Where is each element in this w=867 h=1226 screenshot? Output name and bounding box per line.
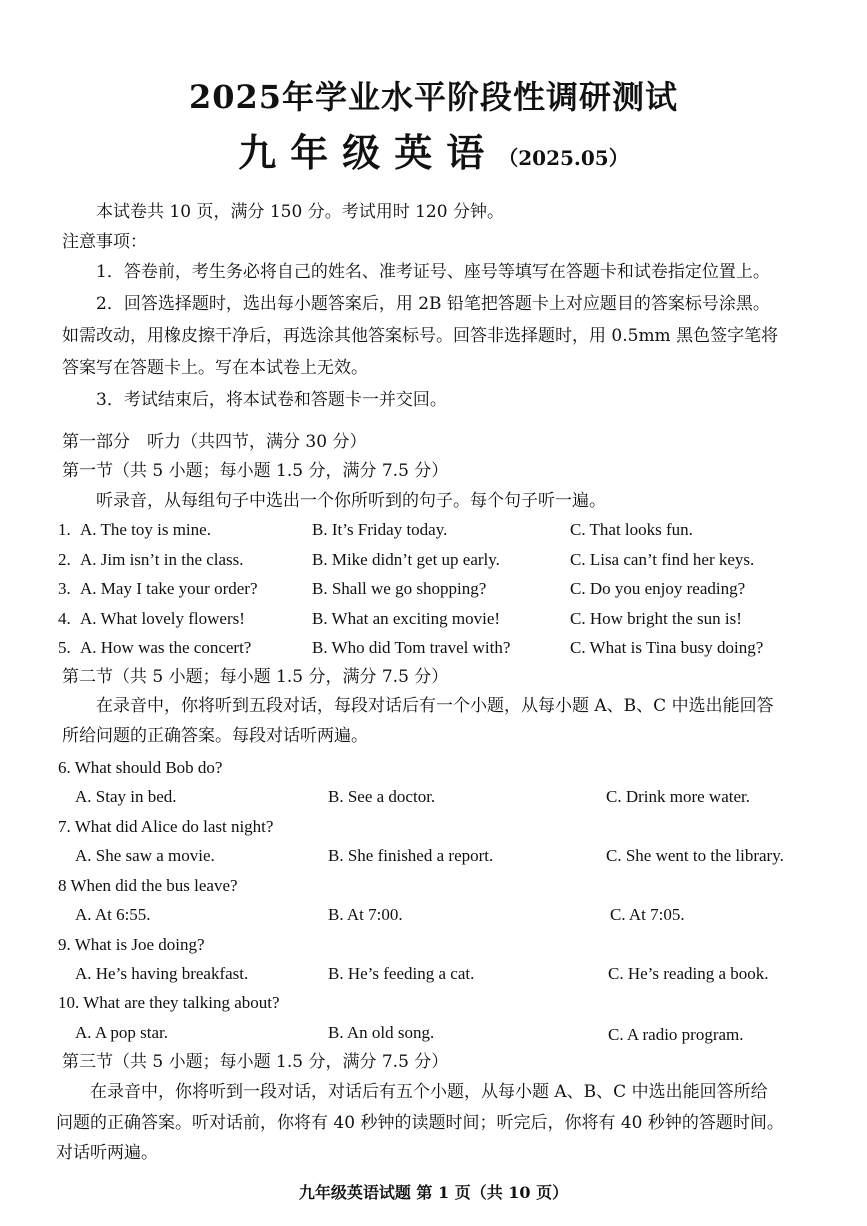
question-number: 1. bbox=[58, 520, 71, 539]
option-a: A. May I take your order? bbox=[80, 579, 258, 598]
notice-item-continued: 如需改动，用橡皮擦干净后，再选涂其他答案标号。回答非选择题时，用 0.5mm 黑色签字笔将 bbox=[62, 326, 779, 346]
option-b: B. See a doctor. bbox=[328, 787, 436, 806]
question-stem: 9. What is Joe doing? bbox=[58, 935, 205, 954]
notice-item: 2．回答选择题时，选出每小题答案后，用 2B 铅笔把答题卡上对应题目的答案标号涂黑。 bbox=[96, 294, 770, 314]
question-number: 4. bbox=[58, 609, 71, 628]
notice-item: 1．答卷前，考生务必将自己的姓名、准考证号、座号等填写在答题卡和试卷指定位置上。 bbox=[96, 262, 770, 282]
option-b: B. Shall we go shopping? bbox=[312, 579, 487, 598]
option-a: A. What lovely flowers! bbox=[80, 609, 245, 628]
option-c: C. Drink more water. bbox=[606, 787, 750, 806]
option-a: A. Stay in bed. bbox=[75, 787, 177, 806]
option-c: C. At 7:05. bbox=[610, 905, 685, 924]
option-b: B. He’s feeding a cat. bbox=[328, 964, 475, 983]
question-number: 2. bbox=[58, 550, 71, 569]
option-a: A. How was the concert? bbox=[80, 638, 252, 657]
section3-heading: 第三节（共 5 小题；每小题 1.5 分，满分 7.5 分） bbox=[62, 1052, 449, 1072]
notice-item-continued: 答案写在答题卡上。写在本试卷上无效。 bbox=[62, 358, 368, 378]
section3-instruction: 问题的正确答案。听对话前，你将有 40 秒钟的读题时间；听完后，你将有 40 秒钟的答题时间。 bbox=[56, 1113, 784, 1133]
option-c: C. How bright the sun is! bbox=[570, 609, 742, 628]
section1-instruction: 听录音，从每组句子中选出一个你所听到的句子。每个句子听一遍。 bbox=[96, 491, 606, 511]
option-c: C. A radio program. bbox=[608, 1025, 744, 1044]
notice-item: 3．考试结束后，将本试卷和答题卡一并交回。 bbox=[96, 390, 447, 410]
option-a: A. The toy is mine. bbox=[80, 520, 211, 539]
question-stem: 8 When did the bus leave? bbox=[58, 876, 238, 895]
option-b: B. Who did Tom travel with? bbox=[312, 638, 511, 657]
section3-instruction: 对话听两遍。 bbox=[56, 1143, 158, 1163]
option-b: B. An old song. bbox=[328, 1023, 435, 1042]
option-c: C. He’s reading a book. bbox=[608, 964, 769, 983]
notice-heading: 注意事项： bbox=[62, 232, 147, 252]
option-a: A. A pop star. bbox=[75, 1023, 169, 1042]
section2-heading: 第二节（共 5 小题；每小题 1.5 分，满分 7.5 分） bbox=[62, 667, 449, 687]
option-a: A. At 6:55. bbox=[75, 905, 151, 924]
option-c: C. Do you enjoy reading? bbox=[570, 579, 746, 598]
option-b: B. What an exciting movie! bbox=[312, 609, 501, 628]
option-a: A. Jim isn’t in the class. bbox=[80, 550, 244, 569]
option-c: C. Lisa can’t find her keys. bbox=[570, 550, 755, 569]
exam-date: （2025.05） bbox=[498, 146, 629, 170]
option-b: B. She finished a report. bbox=[328, 846, 494, 865]
question-stem: 7. What did Alice do last night? bbox=[58, 817, 274, 836]
intro-text: 本试卷共 10 页，满分 150 分。考试用时 120 分钟。 bbox=[96, 202, 504, 222]
question-stem: 10. What are they talking about? bbox=[58, 993, 280, 1012]
section2-instruction: 在录音中，你将听到五段对话，每段对话后有一个小题，从每小题 A、B、C 中选出能回答 bbox=[96, 696, 774, 716]
subject-title bbox=[0, 122, 867, 177]
option-c: C. That looks fun. bbox=[570, 520, 693, 539]
option-a: A. He’s having breakfast. bbox=[75, 964, 249, 983]
exam-title: 2025年学业水平阶段性调研测试 bbox=[188, 78, 679, 116]
section1-heading: 第一节（共 5 小题；每小题 1.5 分，满分 7.5 分） bbox=[62, 461, 449, 481]
option-c: C. She went to the library. bbox=[606, 846, 784, 865]
option-c: C. What is Tina busy doing? bbox=[570, 638, 764, 657]
option-b: B. Mike didn’t get up early. bbox=[312, 550, 500, 569]
section2-instruction: 所给问题的正确答案。每段对话听两遍。 bbox=[62, 726, 368, 746]
section3-instruction: 在录音中，你将听到一段对话，对话后有五个小题，从每小题 A、B、C 中选出能回答所给 bbox=[90, 1082, 768, 1102]
question-number: 5. bbox=[58, 638, 71, 657]
page-footer: 九年级英语试题 第 1 页（共 10 页） bbox=[298, 1183, 569, 1202]
option-b: B. It’s Friday today. bbox=[312, 520, 448, 539]
subject-name: 九年级英语 bbox=[238, 130, 499, 175]
option-b: B. At 7:00. bbox=[328, 905, 403, 924]
question-stem: 6. What should Bob do? bbox=[58, 758, 223, 777]
part1-heading: 第一部分 听力（共四节，满分 30 分） bbox=[62, 432, 367, 452]
question-number: 3. bbox=[58, 579, 71, 598]
option-a: A. She saw a movie. bbox=[75, 846, 215, 865]
